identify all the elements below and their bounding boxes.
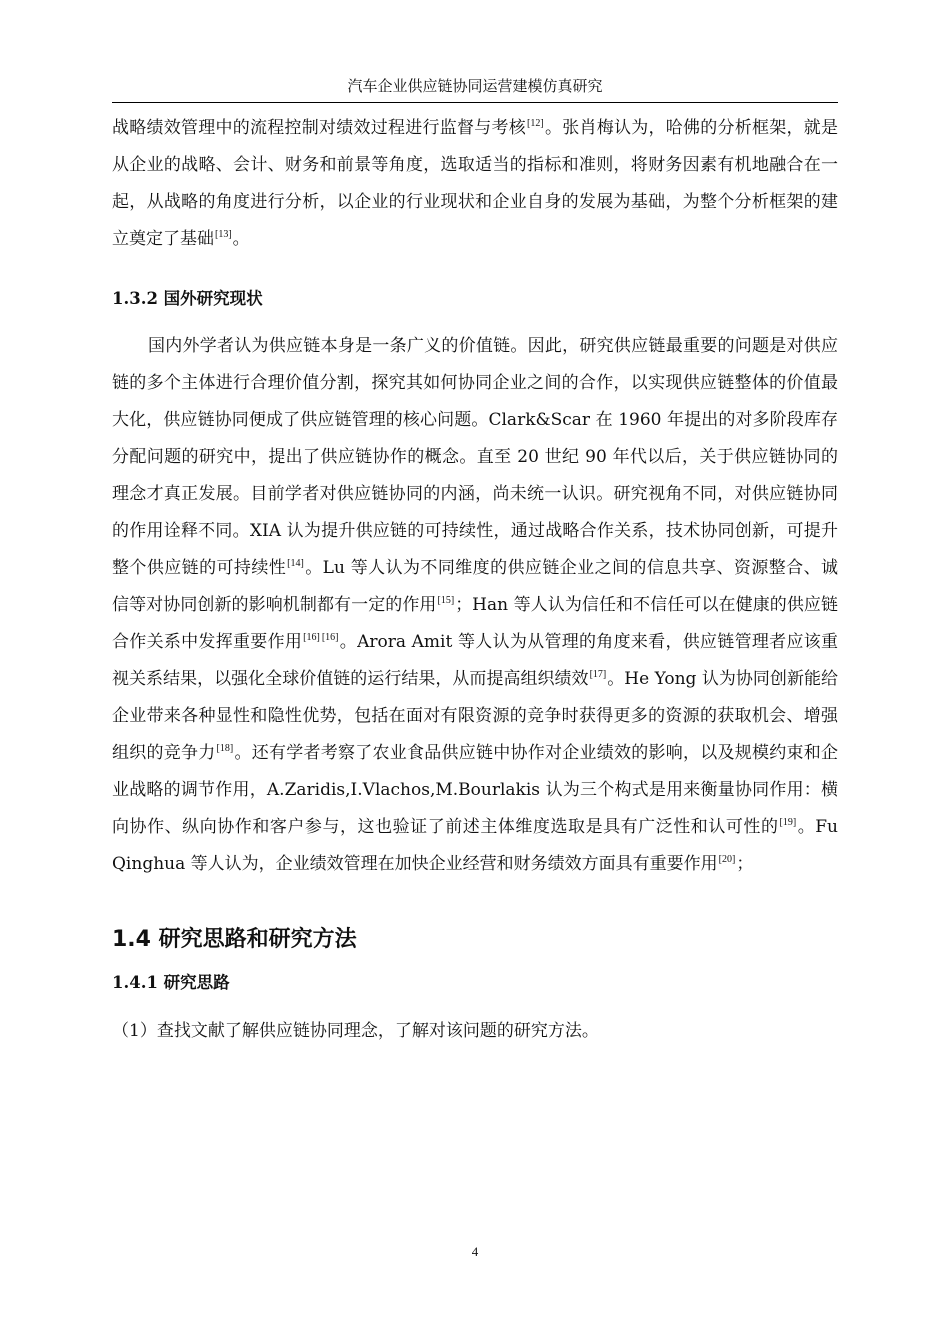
paragraph-text: 。Lu 等人认为不同维度的供应链企业之间的信息共享、资源整合、诚信等对协同创新的影响机制都有一定的作用	[112, 558, 838, 615]
paragraph-text: ；	[736, 854, 754, 874]
citation-13: [13]	[215, 229, 232, 241]
paragraph-text: 。	[232, 229, 250, 249]
paragraph-text: 。He Yong 认为协同创新能给企业带来各种显性和隐性优势，包括在面对有限资源的竞争时获得更多的资源的获取机会、增强组织的竞争力	[112, 669, 838, 763]
paragraph-text: 。Fu Qinghua 等人认为，企业绩效管理在加快企业经营和财务绩效方面具有重要作用	[112, 817, 838, 874]
citation-12: [12]	[527, 118, 544, 130]
section-heading-1-4: 1.4 研究思路和研究方法	[112, 927, 357, 952]
header-divider	[112, 102, 838, 103]
paragraph-research-step-1: （1）查找文献了解供应链协同理念，了解对该问题的研究方法。	[112, 1021, 599, 1041]
citation-18: [18]	[216, 743, 234, 755]
paragraph-text: 。张肖梅认为，哈佛的分析框架，就是从企业的战略、会计、财务和前景等角度，选取适当的指标和准则，将财务因素有机地融合在一起，从战略的角度进行分析，以企业的行业现状和企业自身的发展为基础，为整个分析框架的建立奠定了基础	[112, 118, 839, 249]
page-body	[112, 110, 838, 1050]
citation-16-repeat: [16]	[321, 632, 339, 644]
paragraph-foreign-research	[112, 328, 838, 883]
paragraph-text: 。Arora Amit 等人认为从管理的角度来看，供应链管理者应该重视关系结果，以强化全球价值链的运行结果，从而提高组织绩效	[112, 632, 839, 689]
paragraph-strategy-performance	[112, 110, 838, 258]
paragraph-text: 战略绩效管理中的流程控制对绩效过程进行监督与考核	[112, 118, 527, 138]
citation-14: [14]	[287, 558, 304, 570]
citation-16: [16]	[303, 632, 320, 644]
section-heading-1-3-2: 1.3.2 国外研究现状	[112, 289, 263, 308]
running-header: 汽车企业供应链协同运营建模仿真研究	[347, 77, 603, 95]
citation-20: [20]	[718, 854, 736, 866]
citation-15: [15]	[437, 595, 455, 607]
paragraph-text: ；Han 等人认为信任和不信任可以在健康的供应链合作关系中发挥重要作用	[112, 595, 839, 652]
citation-17: [17]	[589, 669, 607, 681]
section-heading-1-4-1: 1.4.1 研究思路	[112, 973, 230, 992]
page-number: 4	[471, 1244, 479, 1259]
citation-19: [19]	[779, 817, 797, 829]
paragraph-text: 。还有学者考察了农业食品供应链中协作对企业绩效的影响，以及规模约束和企业战略的调节作用，A.Zaridis,I.Vlachos,M.Bourlakis 认为三个构式是用来衡量协同作用：横向协作、纵向协作和客户参与，这也验证了前述主体维度选取是具有广泛性和认可性的	[112, 743, 839, 837]
paragraph-text: 国内外学者认为供应链本身是一条广义的价值链。因此，研究供应链最重要的问题是对供应链的多个主体进行合理价值分割，探究其如何协同企业之间的合作，以实现供应链整体的价值最大化，供应链协同便成了供应链管理的核心问题。Clark&Scar 在 1960 年提出的对多阶段库存分配问题的研究中，提出了供应链协作的概念。直至 20 世纪 90 年代以后，关于供应链协同的理念才真正发展。目前学者对供应链协同的内涵，尚未统一认识。研究视角不同，对供应链协同的作用诠释不同。XIA 认为提升供应链的可持续性，通过战略合作关系，技术协同创新，可提升整个供应链的可持续性	[112, 336, 838, 578]
